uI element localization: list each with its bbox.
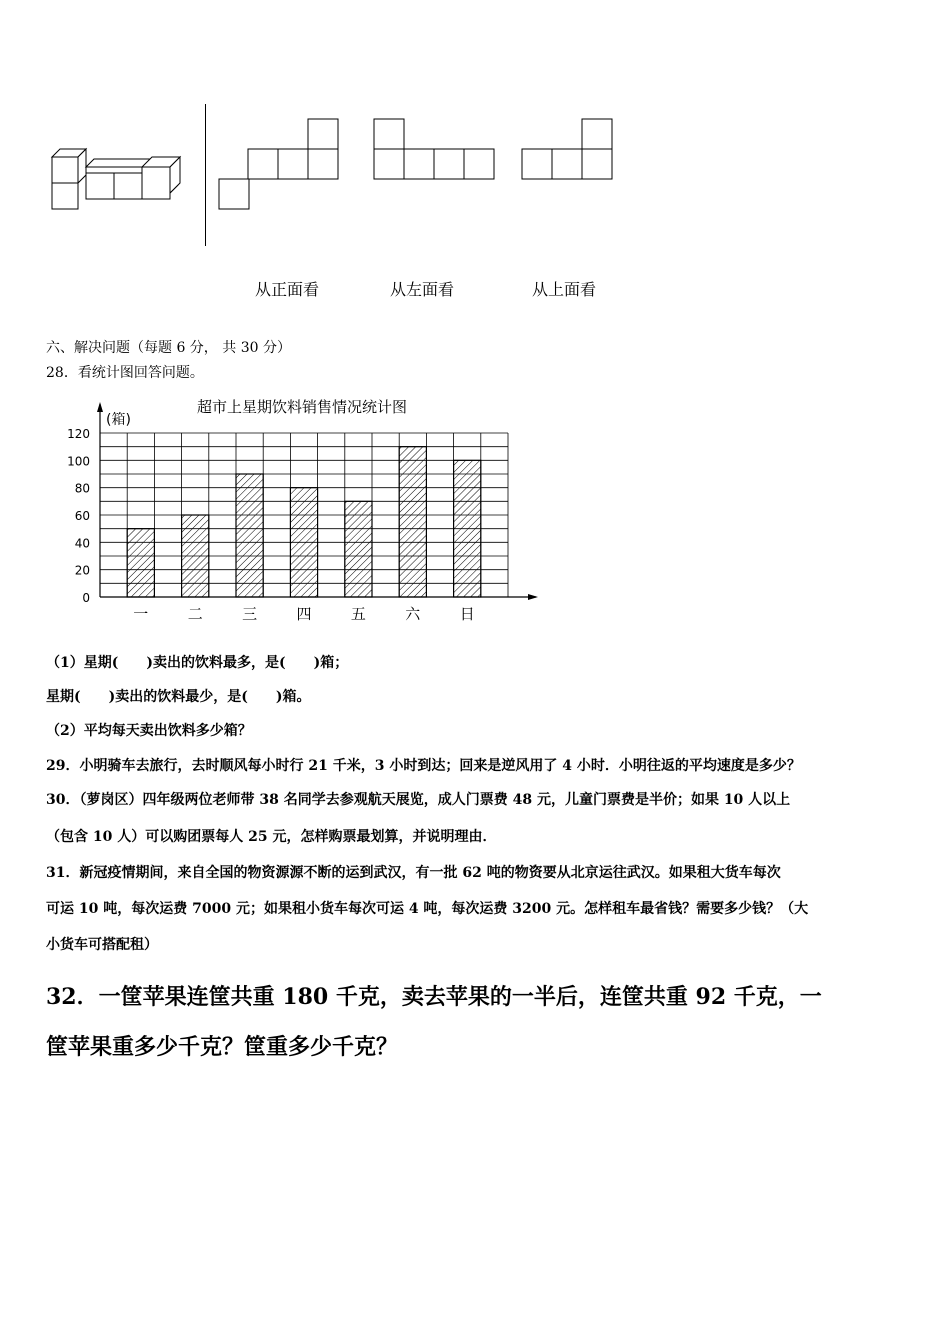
bar-6	[399, 447, 426, 597]
left-view	[373, 118, 497, 182]
q30-line1: 30．（萝岗区）四年级两位老师带 38 名同学去参观航天展览，成人门票费 48 元，儿童门票费是半价；如果 10 人以上	[46, 792, 791, 808]
left-view-label: 从左面看	[390, 280, 455, 299]
q28-title: 28．看统计图回答问题。	[46, 365, 204, 381]
front-view	[218, 118, 342, 212]
q28-sub1-line2: 星期( )卖出的饮料最少，是( )箱。	[46, 689, 311, 705]
top-view	[521, 118, 615, 182]
x-axis-arrow	[528, 594, 538, 600]
bar-4	[290, 488, 317, 597]
q32-line2: 筐苹果重多少千克？筐重多少千克？	[46, 1034, 399, 1060]
y-tick-label: 0	[82, 591, 90, 605]
y-tick-label: 100	[67, 454, 90, 469]
section-heading: 六、解决问题（每题 6 分， 共 30 分）	[46, 340, 291, 356]
top-view-label: 从上面看	[532, 280, 597, 299]
q31-line3: 小货车可搭配租）	[46, 937, 158, 953]
x-tick-label: 四	[296, 605, 312, 623]
bar-chart	[60, 392, 550, 627]
y-tick-label: 40	[74, 536, 90, 551]
x-tick-label: 六	[405, 605, 421, 623]
divider-line	[205, 104, 206, 246]
bar-2	[182, 515, 209, 597]
bar-5	[345, 501, 372, 597]
q29: 29．小明骑车去旅行，去时顺风每小时行 21 千米，3 小时到达；回来是逆风用了 4 小时．小明往返的平均速度是多少？	[46, 758, 801, 774]
q32-line1: 32．一筐苹果连筐共重 180 千克，卖去苹果的一半后，连筐共重 92 千克，一	[46, 984, 822, 1010]
y-axis-arrow	[97, 402, 103, 412]
bar-1	[127, 529, 154, 597]
q31-line1: 31．新冠疫情期间，来自全国的物资源源不断的运到武汉，有一批 62 吨的物资要从北京运往武汉。如果租大货车每次	[46, 865, 781, 881]
q28-sub2: （2）平均每天卖出饮料多少箱？	[46, 723, 252, 739]
chart-title: 超市上星期饮料销售情况统计图	[196, 398, 408, 416]
x-tick-label: 五	[350, 605, 366, 623]
block-figure	[40, 95, 200, 225]
x-tick-label: 二	[187, 605, 203, 623]
y-axis-label: (箱)	[106, 412, 131, 428]
y-tick-label: 20	[74, 563, 90, 578]
x-tick-label: 三	[242, 605, 258, 623]
q31-line2: 可运 10 吨，每次运费 7000 元；如果租小货车每次可运 4 吨，每次运费 3200 元。怎样租车最省钱？需要多少钱？（大	[46, 901, 809, 917]
x-tick-label: 日	[459, 605, 475, 623]
q30-line2: （包含 10 人）可以购团票每人 25 元，怎样购票最划算，并说明理由．	[46, 829, 497, 845]
y-tick-label: 60	[74, 509, 90, 523]
bar-3	[236, 474, 263, 597]
front-view-label: 从正面看	[255, 280, 320, 299]
x-tick-label: 一	[133, 605, 149, 623]
y-tick-label: 120	[67, 427, 90, 441]
bar-7	[454, 460, 481, 597]
q28-sub1-line1: （1）星期( )卖出的饮料最多，是( )箱；	[46, 655, 349, 671]
y-tick-label: 80	[74, 481, 90, 496]
